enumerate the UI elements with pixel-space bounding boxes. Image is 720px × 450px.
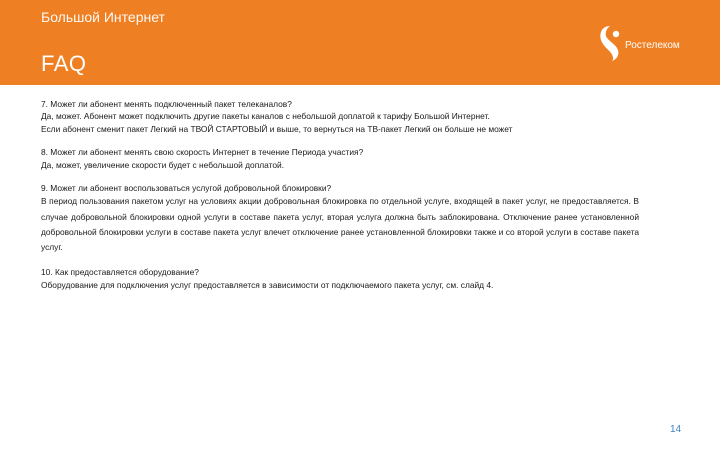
logo-icon: [596, 22, 624, 62]
faq-answer-line: Да, может. Абонент может подключить другие пакеты каналов с небольшой доплатой к тарифу Большой Интернет.: [41, 111, 490, 122]
logo-text: Ростелеком: [625, 40, 680, 51]
rostelecom-logo: [596, 22, 696, 62]
faq-answer-line: Оборудование для подключения услуг предоставляется в зависимости от подключаемого пакета услуг, см. слайд 4.: [41, 279, 494, 290]
faq-item-7: [41, 98, 639, 135]
faq-answer-line: Да, может, увеличение скорости будет с небольшой доплатой.: [41, 159, 284, 170]
section-title: Большой Интернет: [41, 9, 165, 25]
faq-item-9: [41, 182, 639, 255]
header-bar: [0, 0, 720, 85]
page-title: FAQ: [41, 51, 87, 76]
faq-answer-paragraph: В период пользования пакетом услуг на условиях акции добровольная блокировка по отдельной услуге, входящей в пакет услуг, не предоставляется. В случае добровольной блокировки одной услуги в составе пакета услуг, вторая услуга должна быть заблокирована. Отключение ранее установленной добровольной блокировки услуги в составе пакета услуг влечет отключение ранее установленной блокировки также и со второй услуги в составе пакета услуг.: [41, 196, 639, 253]
faq-question: 8. Может ли абонент менять свою скорость Интернет в течение Периода участия?: [41, 147, 364, 158]
faq-item-10: [41, 266, 639, 291]
faq-content: [41, 98, 639, 302]
faq-question: 10. Как предоставляется оборудование?: [41, 267, 199, 278]
faq-answer-line: Если абонент сменит пакет Легкий на ТВОЙ СТАРТОВЫЙ и выше, то вернуться на ТВ-пакет Легкий он больше не может: [41, 123, 513, 134]
faq-item-8: [41, 146, 639, 171]
faq-question: 7. Может ли абонент менять подключенный пакет телеканалов?: [41, 99, 292, 109]
page-number: 14: [670, 424, 682, 435]
faq-question: 9. Может ли абонент воспользоваться услугой добровольной блокировки?: [41, 183, 332, 194]
